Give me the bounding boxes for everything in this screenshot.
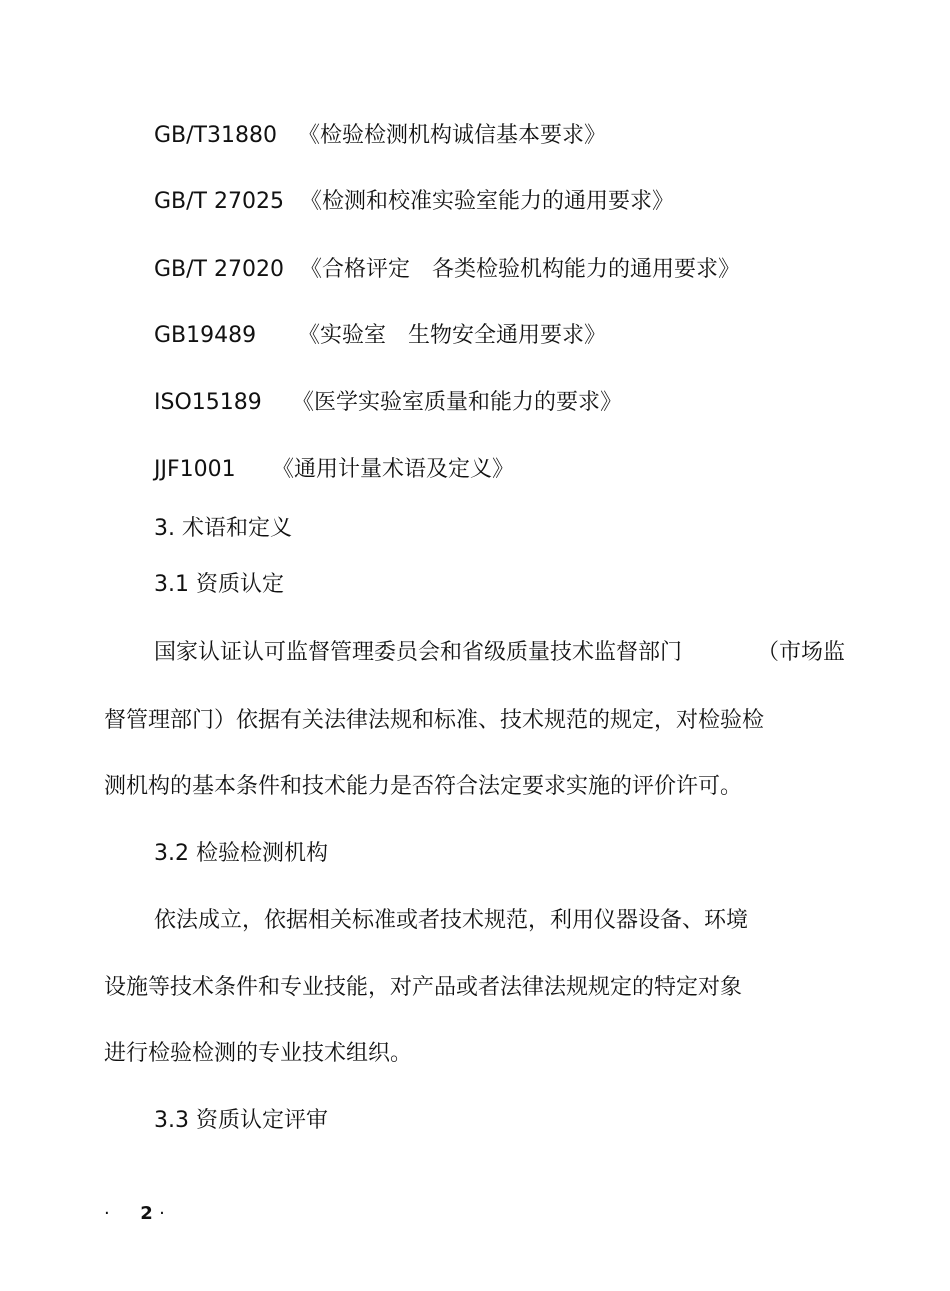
reference-title: 《合格评定 各类检验机构能力的通用要求》 bbox=[300, 257, 741, 282]
paragraph-line: 国家认证认可监督管理委员会和省级质量技术监督部门 bbox=[154, 640, 683, 665]
reference-code: GB/T31880 bbox=[154, 123, 277, 148]
paragraph-line: 督管理部门）依据有关法律法规和标准、技术规范的规定，对检验检 bbox=[104, 708, 765, 733]
paragraph-line: 依法成立，依据相关标准或者技术规范，利用仪器设备、环境 bbox=[154, 908, 749, 933]
subsection-heading: 3.3 资质认定评审 bbox=[154, 1108, 328, 1133]
reference-code: GB/T 27025 bbox=[154, 189, 284, 214]
reference-item bbox=[154, 121, 606, 151]
reference-title: 《检验检测机构诚信基本要求》 bbox=[298, 123, 607, 148]
reference-item bbox=[154, 187, 674, 217]
reference-item bbox=[154, 321, 606, 351]
reference-code: GB19489 bbox=[154, 323, 257, 348]
reference-item bbox=[154, 255, 740, 285]
paragraph-line: 设施等技术条件和专业技能，对产品或者法律法规规定的特定对象 bbox=[104, 975, 743, 1000]
section-heading: 3. 术语和定义 bbox=[154, 516, 292, 541]
reference-title: 《实验室 生物安全通用要求》 bbox=[298, 323, 607, 348]
reference-title: 《检测和校准实验室能力的通用要求》 bbox=[300, 189, 675, 214]
paragraph-line: 进行检验检测的专业技术组织。 bbox=[104, 1041, 413, 1066]
paragraph-line-tail: （市场监 bbox=[757, 640, 846, 665]
reference-code: GB/T 27020 bbox=[154, 257, 284, 282]
subsection-heading: 3.2 检验检测机构 bbox=[154, 841, 328, 866]
reference-item bbox=[154, 388, 622, 418]
reference-title: 《医学实验室质量和能力的要求》 bbox=[292, 390, 623, 415]
reference-title: 《通用计量术语及定义》 bbox=[272, 457, 515, 482]
page-number: 2 bbox=[140, 1203, 153, 1224]
footer-left-dot: · bbox=[104, 1203, 110, 1224]
reference-item bbox=[154, 455, 514, 485]
footer-right-dot: · bbox=[159, 1203, 165, 1224]
subsection-heading: 3.1 资质认定 bbox=[154, 572, 284, 597]
page-footer bbox=[104, 1200, 165, 1228]
paragraph-line: 测机构的基本条件和技术能力是否符合法定要求实施的评价许可。 bbox=[104, 774, 743, 799]
reference-code: JJF1001 bbox=[154, 457, 236, 482]
reference-code: ISO15189 bbox=[154, 390, 262, 415]
